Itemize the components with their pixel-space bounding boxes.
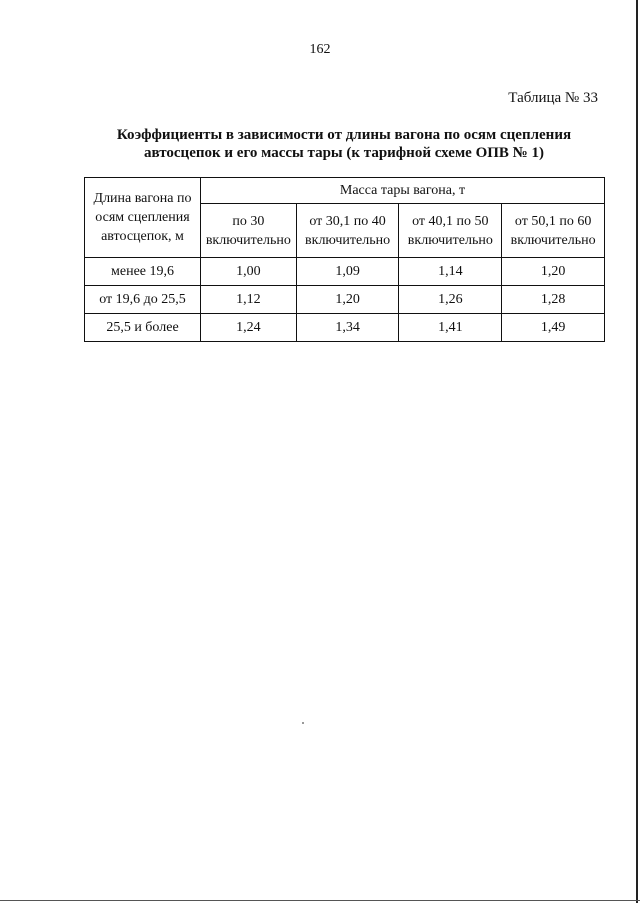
table-cell: 1,41 — [399, 314, 502, 342]
table-cell: 1,49 — [502, 314, 605, 342]
scan-edge-bottom — [0, 900, 640, 901]
column-header-4: от 50,1 по 60 включительно — [502, 204, 605, 258]
table-title-line-2: автосцепок и его массы тары (к тарифной схеме ОПВ № 1) — [144, 145, 544, 161]
table-cell: 1,20 — [502, 258, 605, 286]
table-label: Таблица № 33 — [508, 90, 598, 106]
coefficient-table — [84, 177, 605, 342]
table-cell: 1,09 — [296, 258, 399, 286]
table-cell: 1,00 — [201, 258, 297, 286]
scan-speck — [302, 722, 304, 724]
column-header-3: от 40,1 по 50 включительно — [399, 204, 502, 258]
table-cell: 1,26 — [399, 286, 502, 314]
table-cell: 1,14 — [399, 258, 502, 286]
table-row — [85, 258, 605, 286]
table-cell: 1,20 — [296, 286, 399, 314]
table-title — [80, 126, 608, 162]
table-cell: 1,28 — [502, 286, 605, 314]
table-title-line-1: Коэффициенты в зависимости от длины вагона по осям сцепления — [116, 127, 572, 143]
table-cell: 1,34 — [296, 314, 399, 342]
row-header-cell: Длина вагона по осям сцепления автосцепок, м — [85, 178, 201, 258]
row-label: менее 19,6 — [85, 258, 201, 286]
table-cell: 1,12 — [201, 286, 297, 314]
row-label: от 19,6 до 25,5 — [85, 286, 201, 314]
table-row — [85, 314, 605, 342]
scan-edge-right — [636, 0, 638, 903]
row-label: 25,5 и более — [85, 314, 201, 342]
table-row — [85, 286, 605, 314]
column-header-1: по 30 включительно — [201, 204, 297, 258]
group-header-cell: Масса тары вагона, т — [201, 178, 605, 204]
column-header-2: от 30,1 по 40 включительно — [296, 204, 399, 258]
table-cell: 1,24 — [201, 314, 297, 342]
table-header-row — [85, 178, 605, 204]
page-number: 162 — [309, 42, 331, 57]
